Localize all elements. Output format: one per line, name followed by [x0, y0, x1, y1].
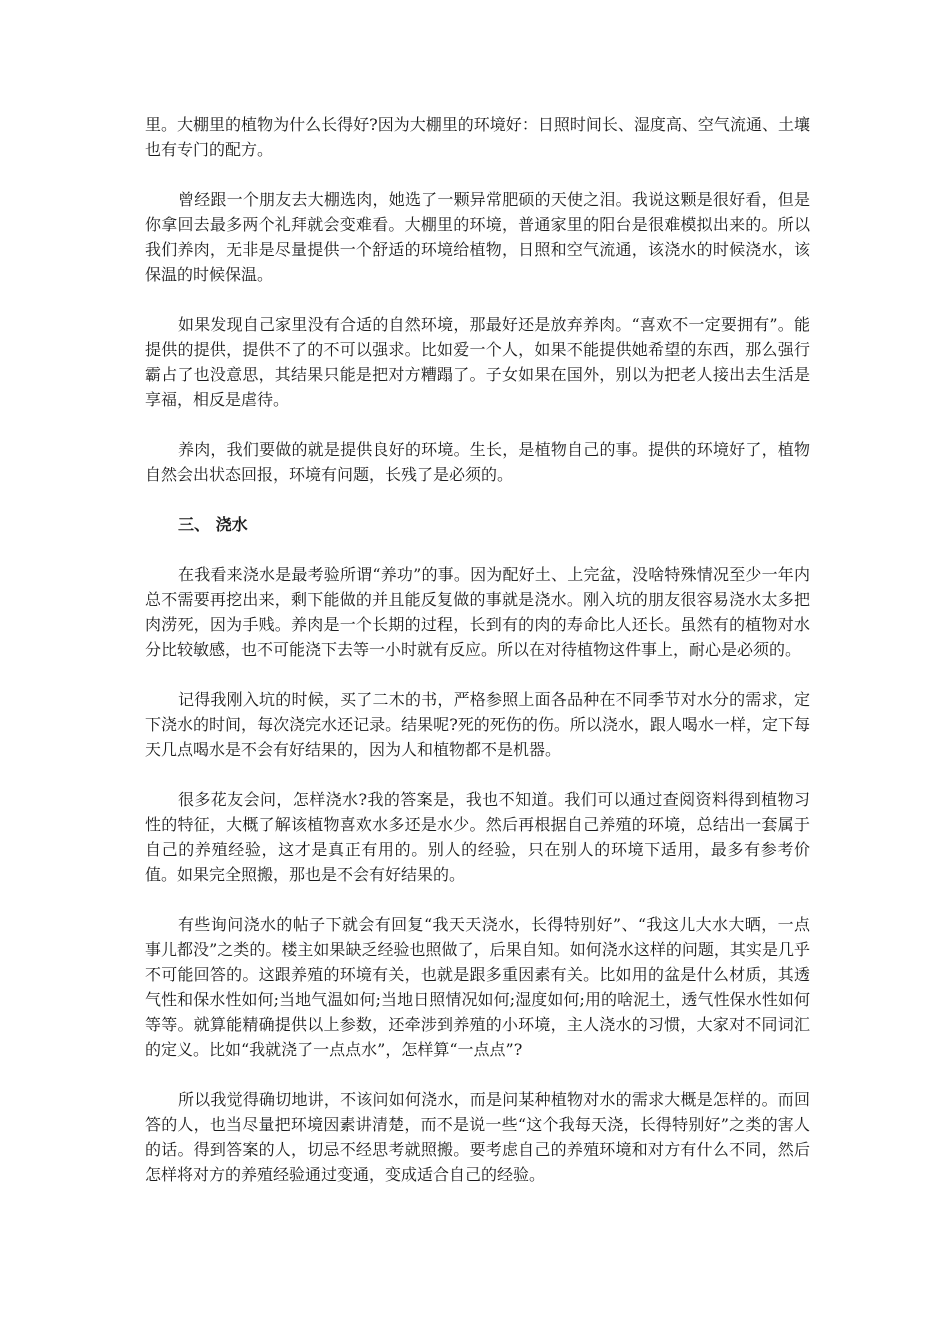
- paragraph-conclusion: 所以我觉得确切地讲，不该问如何浇水，而是问某种植物对水的需求大概是怎样的。而回答的人，也当尽量把环境因素讲清楚，而不是说一些“这个我每天浇，长得特别好”之类的害人的话。得到答案的人，切忌不经思考就照搬。要考虑自己的养殖环境和对方有什么不同，然后怎样将对方的养殖经验通过变通，变成适合自己的经验。: [145, 1090, 810, 1184]
- paragraph-continued: 里。大棚里的植物为什么长得好?因为大棚里的环境好：日照时间长、湿度高、空气流通、土壤也有专门的配方。: [145, 115, 810, 159]
- paragraph-forum-replies: 有些询问浇水的帖子下就会有回复“我天天浇水，长得特别好”、“我这儿大水大晒，一点事儿都没”之类的。楼主如果缺乏经验也照做了，后果自知。如何浇水这样的问题，其实是几乎不可能回答的。这跟养殖的环境有关，也就是跟多重因素有关。比如用的盆是什么材质，其透气性和保水性如何;当地气温如何;当地日照情况如何;湿度如何;用的啥泥土，透气性保水性如何等等。就算能精确提供以上参数，还牵涉到养殖的小环境，主人浇水的习惯，大家对不同词汇的定义。比如“我就浇了一点点水”，怎样算“一点点”?: [145, 915, 810, 1059]
- section-heading-watering: 三、 浇水: [178, 515, 248, 534]
- paragraph-watering-patience: 在我看来浇水是最考验所谓“养功”的事。因为配好土、上完盆，没啥特殊情况至少一年内总不需要再挖出来，剩下能做的并且能反复做的事就是浇水。刚入坑的朋友很容易浇水太多把肉涝死，因为手贱。养肉是一个长期的过程，长到有的肉的寿命比人还长。虽然有的植物对水分比较敏感，也不可能浇下去等一小时就有反应。所以在对待植物这件事上，耐心是必须的。: [145, 565, 810, 659]
- paragraph-how-to-water: 很多花友会问，怎样浇水?我的答案是，我也不知道。我们可以通过查阅资料得到植物习性的特征，大概了解该植物喜欢水多还是水少。然后再根据自己养殖的环境，总结出一套属于自己的养殖经验，这才是真正有用的。别人的经验，只在别人的环境下适用，最多有参考价值。如果完全照搬，那也是不会有好结果的。: [145, 790, 810, 884]
- paragraph-watering-schedule: 记得我刚入坑的时候，买了二木的书，严格参照上面各品种在不同季节对水分的需求，定下浇水的时间，每次浇完水还记录。结果呢?死的死伤的伤。所以浇水，跟人喝水一样，定下每天几点喝水是不会有好结果的，因为人和植物都不是机器。: [145, 690, 810, 759]
- paragraph-provide-environment: 养肉，我们要做的就是提供良好的环境。生长，是植物自己的事。提供的环境好了，植物自然会出状态回报，环境有问题，长残了是必须的。: [145, 440, 810, 484]
- paragraph-environment-advice: 如果发现自己家里没有合适的自然环境，那最好还是放弃养肉。“喜欢不一定要拥有”。能提供的提供，提供不了的不可以强求。比如爱一个人，如果不能提供她希望的东西，那么强行霸占了也没意思，其结果只能是把对方糟蹋了。子女如果在国外，别以为把老人接出去生活是享福，相反是虐待。: [145, 315, 810, 409]
- paragraph-greenhouse-story: 曾经跟一个朋友去大棚选肉，她选了一颗异常肥硕的天使之泪。我说这颗是很好看，但是你拿回去最多两个礼拜就会变难看。大棚里的环境，普通家里的阳台是很难模拟出来的。所以我们养肉，无非是尽量提供一个舒适的环境给植物，日照和空气流通，该浇水的时候浇水，该保温的时候保温。: [145, 190, 810, 284]
